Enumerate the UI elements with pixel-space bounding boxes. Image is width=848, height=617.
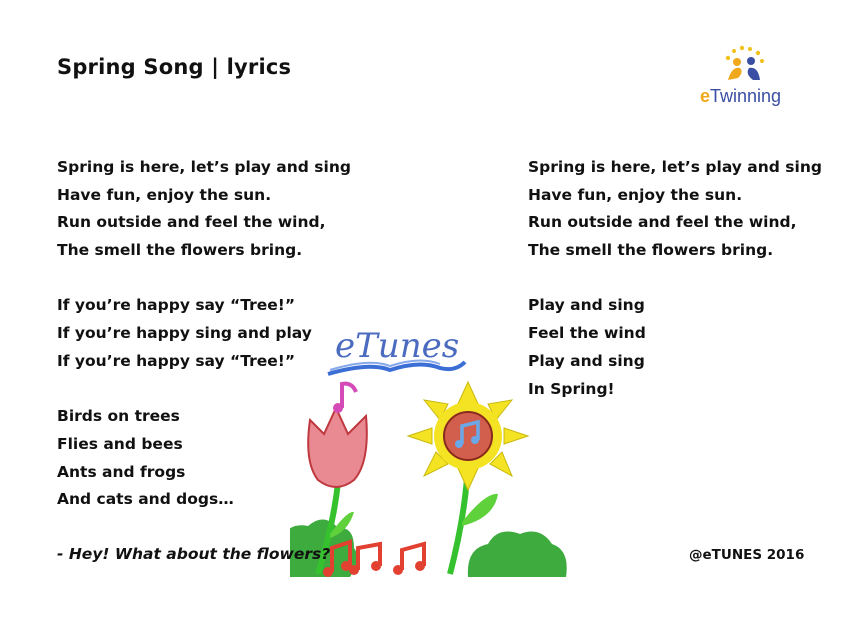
etwinning-wordmark: eTwinning (700, 86, 782, 106)
lyric-line: The smell the flowers bring. (57, 241, 303, 260)
lyric-line: Flies and bees (57, 434, 183, 453)
bush-right (468, 532, 567, 577)
lyric-line: Have fun, enjoy the sun. (528, 185, 743, 204)
copyright-credit: @eTUNES 2016 (689, 547, 805, 563)
pink-note-icon (342, 384, 356, 408)
lyric-line: In Spring! (528, 379, 615, 398)
lyric-line: If you’re happy sing and play (57, 324, 312, 343)
lyric-line: The smell the flowers bring. (528, 241, 774, 260)
lyric-line: Feel the wind (528, 324, 646, 343)
etwinning-logo (692, 44, 802, 114)
spring-flowers-illustration (290, 312, 580, 577)
lyric-line: Spring is here, let’s play and sing (57, 158, 351, 176)
lyric-line: If you’re happy say “Tree!” (57, 296, 296, 315)
lyric-line: Spring is here, let’s play and sing (528, 158, 822, 176)
lyric-line: Run outside and feel the wind, (57, 213, 326, 232)
lyric-line: If you’re happy say “Tree!” (57, 351, 296, 370)
sunflower-center (444, 412, 492, 460)
lyric-line: Have fun, enjoy the sun. (57, 185, 272, 204)
page-title: Spring Song | lyrics (57, 55, 292, 79)
etwinning-figures-icon (720, 44, 770, 86)
lyric-line: Run outside and feel the wind, (528, 213, 797, 232)
lyric-line: Ants and frogs (57, 462, 186, 481)
lyric-line: Birds on trees (57, 407, 180, 426)
lyric-line: Play and sing (528, 351, 645, 370)
lyric-line: And cats and dogs… (57, 490, 234, 509)
closing-line: - Hey! What about the flowers? (57, 545, 331, 563)
tulip-flower (308, 408, 367, 487)
lyric-line: Play and sing (528, 296, 645, 315)
etunes-banner-text: eTunes (335, 326, 460, 366)
